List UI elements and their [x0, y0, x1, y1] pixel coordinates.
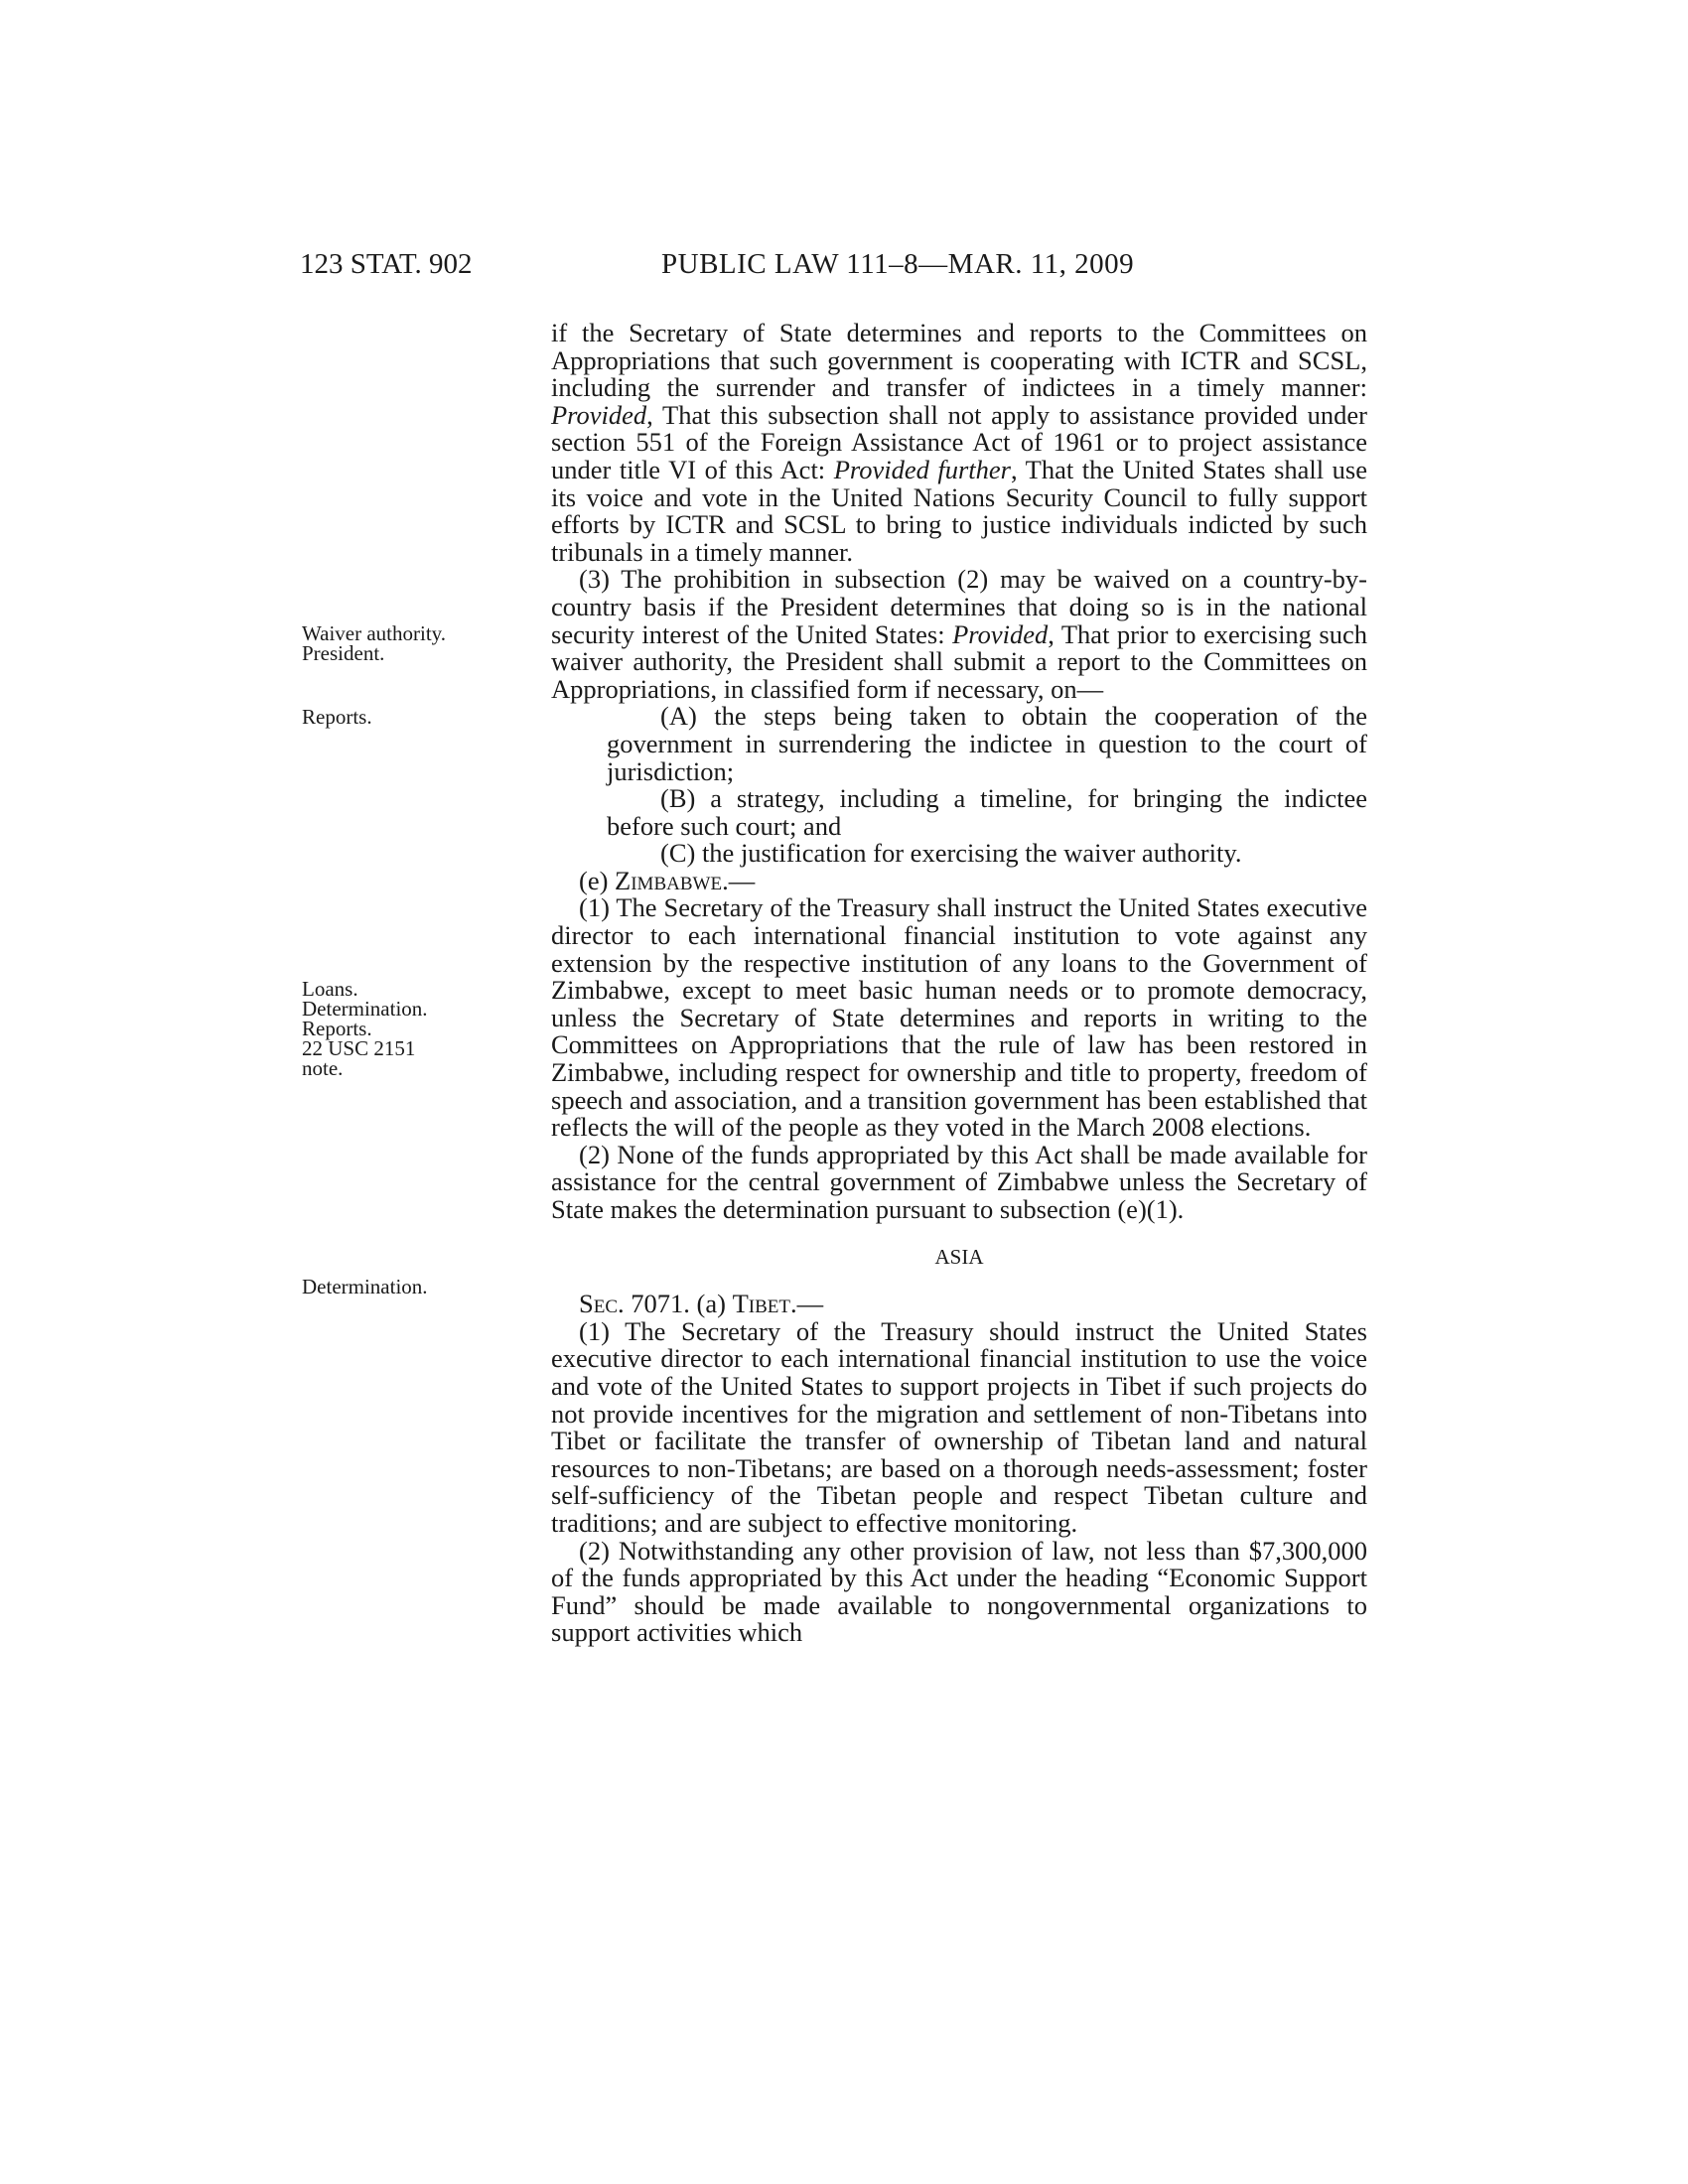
- section-heading-asia: ASIA: [934, 1244, 984, 1269]
- paragraph-3: (3) The prohibition in subsection (2) may be waived on a country-by-country basis if the President determines that doing so is in the national security interest of the United States: Provided, That prior to exercising such waiver authority, the President shall submit a report to the Committees on Appropriations, in classified form if necessary, on—: [551, 564, 1367, 704]
- subparagraph-a: (A) the steps being taken to obtain the cooperation of the government in surrendering the indictee in question to the court of jurisdiction;: [607, 701, 1367, 786]
- subsection-e-heading: (e) Zimbabwe.—: [579, 865, 756, 895]
- stat-citation: 123 STAT. 902: [300, 248, 473, 280]
- public-law-heading: PUBLIC LAW 111–8—MAR. 11, 2009: [661, 248, 1135, 280]
- section-7071-heading: Sec. 7071. (a) Tibet.—: [579, 1289, 824, 1319]
- paragraph-continuation: if the Secretary of State determines and reports to the Committees on Appropriations that such government is cooperating with ICTR and SCSL, including the surrender and transfer of indictees in a timely manner: Provided, That this subsection shall not apply to assistance provided under section 551 of the Foreign Assistance Act of 1961 or to project assistance under title VI of this Act: Provided further, That the United States shall use its voice and vote in the United Nations Security Council to fully support efforts by ICTR and SCSL to bring to justice individuals indicted by such tribunals in a timely manner.: [551, 318, 1367, 567]
- margin-note-waiver: Waiver authority. President.: [302, 621, 447, 665]
- subparagraph-b: (B) a strategy, including a timeline, for bringing the indictee before such court; and: [607, 783, 1367, 841]
- paragraph-e1: (1) The Secretary of the Treasury shall instruct the United States executive director to each international financial institution to vote against any extension by the respective institution of any loans to the Government of Zimbabwe, except to meet basic human needs or to promote democracy, unless the Secretary of State determines and reports in writing to the Committees on Appropriations that the rule of law has been restored in Zimbabwe, including respect for ownership and title to property, freedom of speech and association, and a transition government has been established that reflects the will of the people as they voted in the March 2008 elections.: [551, 892, 1367, 1143]
- margin-note-determination: Determination.: [302, 1275, 428, 1298]
- page-header: [0, 248, 1688, 288]
- paragraph-tibet-1: (1) The Secretary of the Treasury should instruct the United States executive director to each international financial institution to use the voice and vote of the United States to support projects in Tibet if such projects do not provide incentives for the migration and settlement of non-Tibetans into Tibet or facilitate the transfer of ownership of Tibetan land and natural resources to non-Tibetans; are based on a thorough needs-assessment; foster self-sufficiency of the Tibetan people and respect Tibetan culture and traditions; and are subject to effective monitoring.: [551, 1315, 1367, 1538]
- margin-note-reports: Reports.: [302, 705, 372, 729]
- subparagraph-c: (C) the justification for exercising the waiver authority.: [660, 838, 1242, 869]
- margin-note-loans: Loans. Determination. Reports. 22 USC 2151 note.: [302, 977, 428, 1080]
- paragraph-tibet-2: (2) Notwithstanding any other provision of law, not less than $7,300,000 of the funds appropriated by this Act under the heading “Economic Support Fund” should be made available to nongovernmental organizations to support activities which: [551, 1535, 1367, 1648]
- paragraph-e2: (2) None of the funds appropriated by this Act shall be made available for assistance for the central government of Zimbabwe unless the Secretary of State makes the determination pursuant to subsection (e)(1).: [551, 1139, 1367, 1224]
- statute-body: [551, 320, 1367, 1647]
